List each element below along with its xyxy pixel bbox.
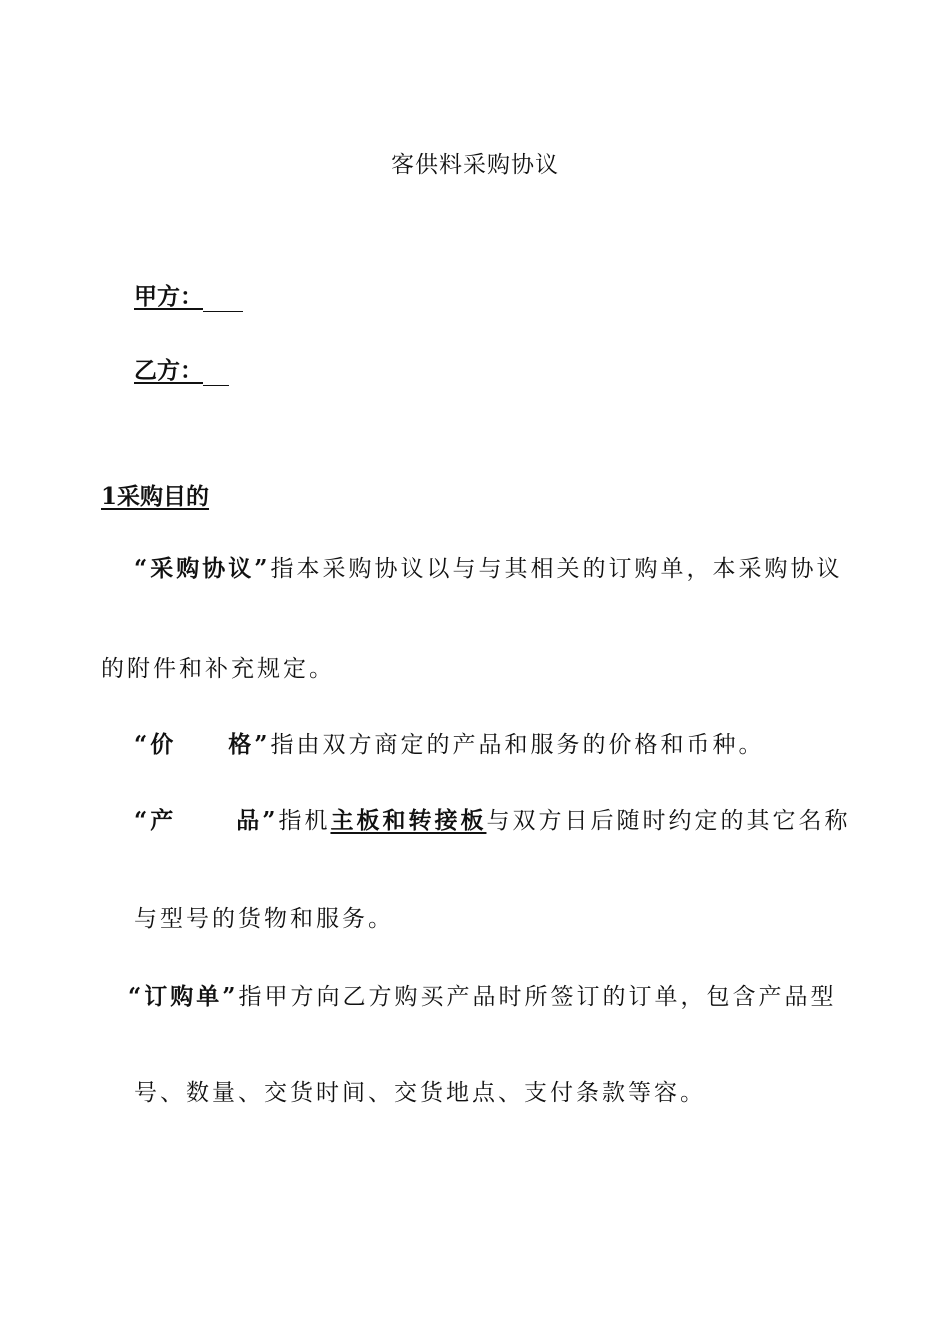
def-agreement-line1 (134, 554, 842, 584)
def-order-line1 (128, 982, 836, 1012)
def-order-line2: 号、数量、交货时间、交货地点、支付条款等容。 (134, 1080, 706, 1106)
document-title: 客供料采购协议 (391, 152, 559, 178)
def-price-text: 指由双方商定的产品和服务的价格和币种。 (270, 732, 765, 758)
party-a-line (134, 282, 243, 312)
party-a-label: 甲方： (134, 283, 203, 310)
def-product-term-close: 品” (236, 807, 279, 834)
def-price-term-open: “价 (134, 731, 177, 758)
def-product-term-open: “产 (134, 807, 177, 834)
def-product-line1 (134, 806, 850, 836)
def-order-term: “订购单” (128, 983, 239, 1010)
def-product-line2: 与型号的货物和服务。 (134, 906, 394, 932)
def-price-line (134, 730, 764, 760)
section1-heading: 1采购目的 (101, 483, 210, 510)
def-product-text-before: 指机 (278, 808, 331, 834)
party-b-blank (203, 359, 229, 386)
def-price-term-close: 格” (228, 731, 271, 758)
def-agreement-term: “采购协议” (134, 555, 271, 582)
party-b-line (134, 356, 229, 386)
def-order-text: 指甲方向乙方购买产品时所签订的订单，包含产品型 (238, 984, 837, 1010)
def-product-text-after: 与双方日后随时约定的其它名称 (486, 808, 851, 834)
def-product-highlight: 主板和转接板 (330, 807, 487, 834)
party-b-label: 乙方： (134, 357, 203, 384)
def-agreement-line2: 的附件和补充规定。 (101, 656, 335, 682)
party-a-blank (203, 285, 243, 312)
def-agreement-text: 指本采购协议以与与其相关的订购单，本采购协议 (270, 556, 843, 582)
